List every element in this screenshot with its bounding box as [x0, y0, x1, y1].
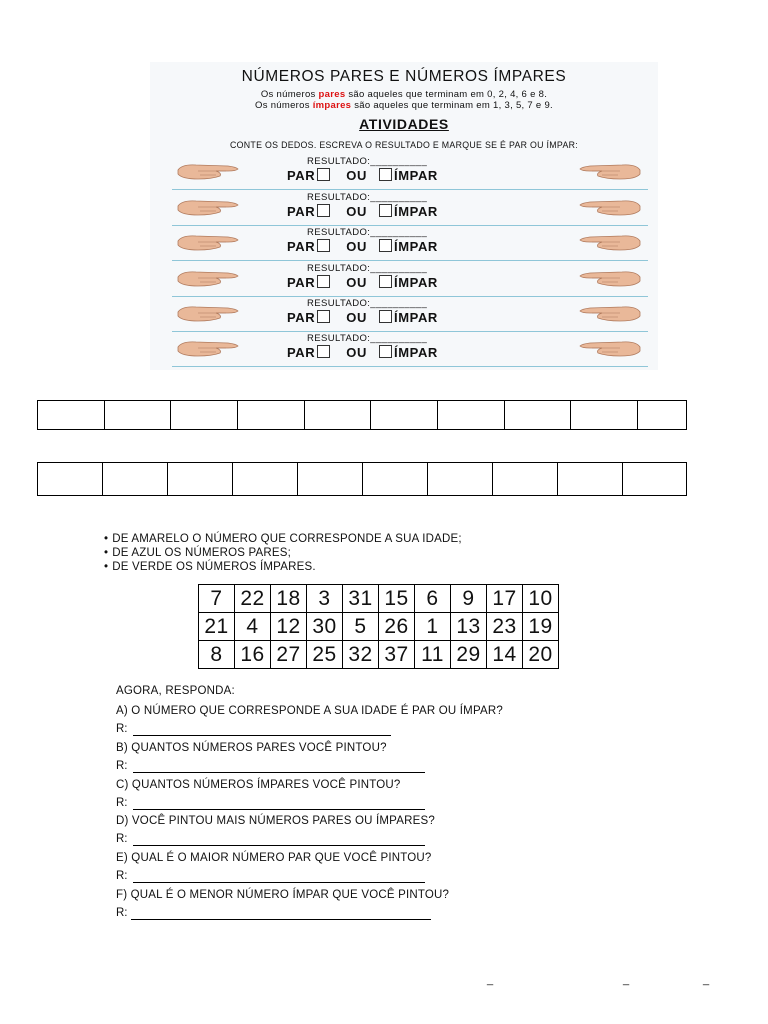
empty-boxes-row-1: [37, 400, 687, 430]
empty-box[interactable]: [168, 462, 233, 496]
number-cell[interactable]: 30: [307, 613, 343, 641]
right-hand-icon: [576, 302, 642, 324]
number-cell[interactable]: 22: [235, 585, 271, 613]
instruction-text: CONTE OS DEDOS. ESCREVA O RESULTADO E MARQUE SE É PAR OU ÍMPAR:: [229, 140, 579, 150]
par-label: PAR: [287, 204, 316, 219]
empty-box[interactable]: [38, 462, 103, 496]
answer-label: R:: [116, 760, 128, 772]
row-divider: [172, 366, 648, 367]
number-cell[interactable]: 6: [415, 585, 451, 613]
impar-checkbox[interactable]: [379, 310, 392, 323]
atividades-heading: ATIVIDADES: [359, 116, 449, 132]
empty-box[interactable]: [571, 400, 638, 430]
answer-line[interactable]: [133, 772, 425, 773]
empty-boxes-row-2: [37, 462, 687, 496]
answer-label: R:: [116, 907, 128, 919]
number-cell[interactable]: 8: [199, 641, 235, 669]
par-checkbox[interactable]: [317, 239, 330, 252]
right-hand-icon: [576, 231, 642, 253]
impar-label: ÍMPAR: [394, 204, 438, 219]
par-checkbox[interactable]: [317, 204, 330, 217]
question-text: E) QUAL É O MAIOR NÚMERO PAR QUE VOCÊ PINTOU?: [116, 852, 432, 864]
left-hand-icon: [176, 160, 242, 182]
resultado-label: RESULTADO:__________: [307, 227, 428, 238]
right-hand-icon: [576, 267, 642, 289]
number-cell[interactable]: 4: [235, 613, 271, 641]
par-label: PAR: [287, 239, 316, 254]
instruction-yellow: • DE AMARELO O NÚMERO QUE CORRESPONDE A SUA IDADE;: [104, 533, 462, 545]
empty-box[interactable]: [363, 462, 428, 496]
def-impares-word: ímpares: [312, 100, 352, 111]
hand-count-row: [172, 190, 648, 226]
left-hand-icon: [176, 196, 242, 218]
hand-count-row: [172, 261, 648, 297]
number-row: [199, 613, 559, 641]
impar-label: ÍMPAR: [394, 168, 438, 183]
hand-count-row: [172, 331, 648, 367]
empty-box[interactable]: [171, 400, 238, 430]
answer-label: R:: [116, 870, 128, 882]
impar-checkbox[interactable]: [379, 168, 392, 181]
number-row: [199, 585, 559, 613]
number-cell[interactable]: 37: [379, 641, 415, 669]
number-cell[interactable]: 17: [487, 585, 523, 613]
resultado-label: RESULTADO:__________: [307, 298, 428, 309]
worksheet-image: [150, 62, 658, 370]
empty-box[interactable]: [638, 400, 687, 430]
number-cell[interactable]: 31: [343, 585, 379, 613]
number-cell[interactable]: 27: [271, 641, 307, 669]
empty-box[interactable]: [428, 462, 493, 496]
resultado-label: RESULTADO:__________: [307, 263, 428, 274]
def-pares-suffix: são aqueles que terminam em 0, 2, 4, 6 e 8.: [345, 89, 548, 100]
left-hand-icon: [176, 267, 242, 289]
par-label: PAR: [287, 168, 316, 183]
number-cell[interactable]: 25: [307, 641, 343, 669]
answer-label: R:: [116, 723, 128, 735]
par-impar-options: [287, 239, 438, 254]
number-cell[interactable]: 7: [199, 585, 235, 613]
footer-mark: _: [487, 974, 494, 986]
par-checkbox[interactable]: [317, 168, 330, 181]
hand-count-row: [172, 296, 648, 332]
empty-box[interactable]: [38, 400, 105, 430]
question-text: A) O NÚMERO QUE CORRESPONDE A SUA IDADE É PAR OU ÍMPAR?: [116, 705, 503, 717]
par-impar-options: [287, 310, 438, 325]
number-cell[interactable]: 1: [415, 613, 451, 641]
right-hand-icon: [576, 160, 642, 182]
par-impar-options: [287, 168, 438, 183]
empty-box[interactable]: [558, 462, 623, 496]
impar-checkbox[interactable]: [379, 204, 392, 217]
par-label: PAR: [287, 275, 316, 290]
par-checkbox[interactable]: [317, 275, 330, 288]
number-cell[interactable]: 9: [451, 585, 487, 613]
par-label: PAR: [287, 310, 316, 325]
empty-box[interactable]: [238, 400, 305, 430]
def-impares-prefix: Os números: [255, 100, 313, 111]
answer-label: R:: [116, 833, 128, 845]
par-checkbox[interactable]: [317, 345, 330, 358]
question-text: F) QUAL É O MENOR NÚMERO ÍMPAR QUE VOCÊ PINTOU?: [116, 889, 450, 901]
resultado-label: RESULTADO:__________: [307, 192, 428, 203]
ou-label: OU: [346, 204, 367, 219]
answer-line[interactable]: [133, 882, 425, 883]
answer-line[interactable]: [133, 735, 391, 736]
number-cell[interactable]: 3: [307, 585, 343, 613]
number-table: [198, 584, 559, 669]
footer-mark: _: [703, 974, 710, 986]
left-hand-icon: [176, 337, 242, 359]
impar-label: ÍMPAR: [394, 345, 438, 360]
number-cell[interactable]: 5: [343, 613, 379, 641]
number-cell[interactable]: 16: [235, 641, 271, 669]
instruction-blue: • DE AZUL OS NÚMEROS PARES;: [104, 547, 291, 559]
question-text: D) VOCÊ PINTOU MAIS NÚMEROS PARES OU ÍMPARES?: [116, 815, 435, 827]
empty-box[interactable]: [438, 400, 505, 430]
number-cell[interactable]: 32: [343, 641, 379, 669]
answer-line[interactable]: [133, 809, 425, 810]
number-cell[interactable]: 14: [487, 641, 523, 669]
right-hand-icon: [576, 337, 642, 359]
empty-box[interactable]: [298, 462, 363, 496]
empty-box[interactable]: [493, 462, 558, 496]
par-impar-options: [287, 275, 438, 290]
empty-box[interactable]: [505, 400, 571, 430]
instruction-green: • DE VERDE OS NÚMEROS ÍMPARES.: [104, 561, 316, 573]
number-cell[interactable]: 18: [271, 585, 307, 613]
question-text: B) QUANTOS NÚMEROS PARES VOCÊ PINTOU?: [116, 742, 387, 754]
ou-label: OU: [346, 275, 367, 290]
number-cell[interactable]: 26: [379, 613, 415, 641]
def-pares-word: pares: [318, 89, 346, 100]
empty-box[interactable]: [103, 462, 168, 496]
impar-checkbox[interactable]: [379, 275, 392, 288]
definition-pares: [150, 89, 658, 100]
ou-label: OU: [346, 310, 367, 325]
answer-label: R:: [116, 797, 128, 809]
answer-line[interactable]: [133, 845, 425, 846]
number-cell[interactable]: 21: [199, 613, 235, 641]
impar-checkbox[interactable]: [379, 345, 392, 358]
number-cell[interactable]: 13: [451, 613, 487, 641]
right-hand-icon: [576, 196, 642, 218]
empty-box[interactable]: [305, 400, 371, 430]
left-hand-icon: [176, 231, 242, 253]
ou-label: OU: [346, 345, 367, 360]
empty-box[interactable]: [233, 462, 298, 496]
number-cell[interactable]: 23: [487, 613, 523, 641]
def-pares-prefix: Os números: [260, 89, 319, 100]
ou-label: OU: [346, 239, 367, 254]
resultado-label: RESULTADO:__________: [307, 333, 428, 344]
definition-impares: [150, 100, 658, 111]
answer-line[interactable]: [131, 919, 431, 920]
hand-count-row: [172, 154, 648, 190]
number-cell[interactable]: 10: [523, 585, 559, 613]
par-impar-options: [287, 204, 438, 219]
worksheet-title: NÚMEROS PARES E NÚMEROS ÍMPARES: [241, 68, 567, 85]
impar-label: ÍMPAR: [394, 239, 438, 254]
number-cell[interactable]: 19: [523, 613, 559, 641]
left-hand-icon: [176, 302, 242, 324]
empty-box[interactable]: [105, 400, 171, 430]
number-cell[interactable]: 20: [523, 641, 559, 669]
par-checkbox[interactable]: [317, 310, 330, 323]
impar-label: ÍMPAR: [394, 275, 438, 290]
impar-checkbox[interactable]: [379, 239, 392, 252]
footer-mark: _: [623, 974, 630, 986]
question-text: C) QUANTOS NÚMEROS ÍMPARES VOCÊ PINTOU?: [116, 779, 401, 791]
hand-count-row: [172, 225, 648, 261]
number-cell[interactable]: 29: [451, 641, 487, 669]
empty-box[interactable]: [371, 400, 438, 430]
par-label: PAR: [287, 345, 316, 360]
questions-intro: AGORA, RESPONDA:: [116, 685, 235, 697]
impar-label: ÍMPAR: [394, 310, 438, 325]
number-cell[interactable]: 12: [271, 613, 307, 641]
empty-box[interactable]: [623, 462, 687, 496]
ou-label: OU: [346, 168, 367, 183]
par-impar-options: [287, 345, 438, 360]
number-cell[interactable]: 11: [415, 641, 451, 669]
def-impares-suffix: são aqueles que terminam em 1, 3, 5, 7 e 9.: [351, 100, 553, 111]
number-cell[interactable]: 15: [379, 585, 415, 613]
resultado-label: RESULTADO:__________: [307, 156, 428, 167]
number-row: [199, 641, 559, 669]
